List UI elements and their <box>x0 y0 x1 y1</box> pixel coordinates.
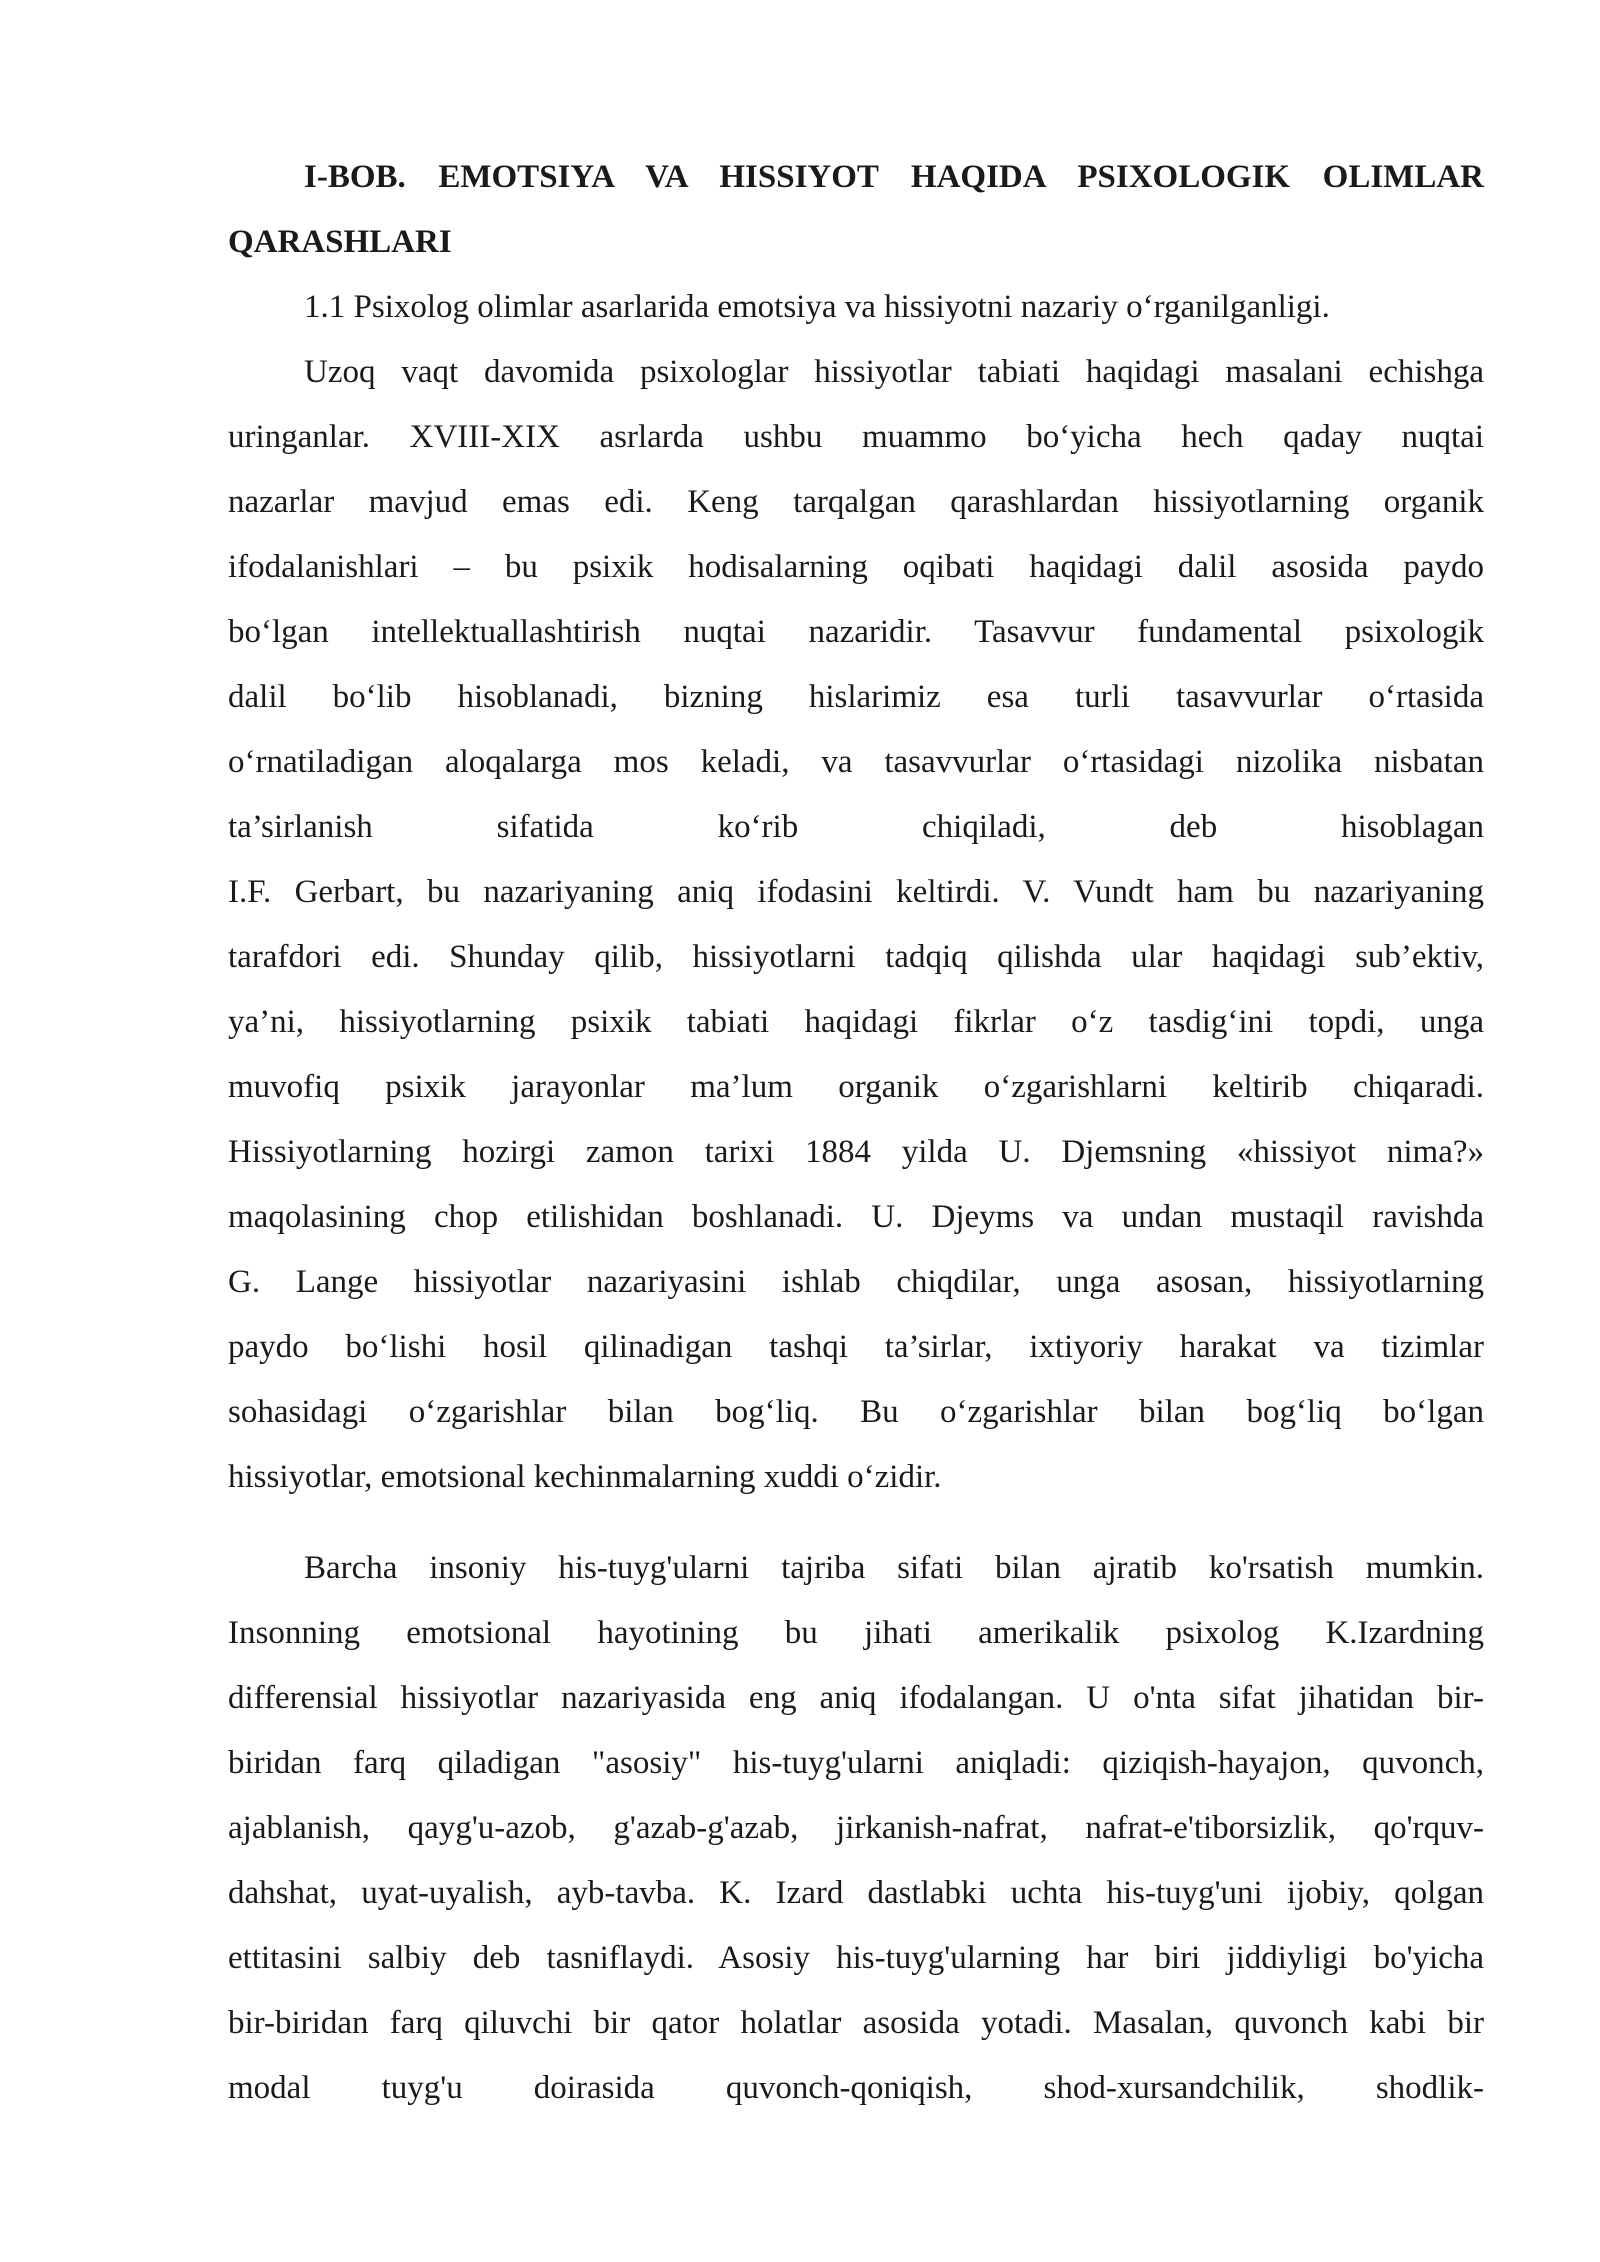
paragraph-line: ajablanish, qayg'u-azob, g'azab-g'azab, jirkanish-nafrat, nafrat-e'tiborsizlik, qo'rquv- <box>228 1810 1484 1846</box>
paragraph-line: dalil bo‘lib hisoblanadi, bizning hislarimiz esa turli tasavvurlar o‘rtasida <box>228 679 1484 715</box>
paragraph-spacing <box>228 1510 1484 1536</box>
chapter-heading-line-1: I-BOB. EMOTSIYA VA HISSIYOT HAQIDA PSIXOLOGIK OLIMLAR <box>304 159 1484 195</box>
paragraph-line: tarafdori edi. Shunday qilib, hissiyotlarni tadqiq qilishda ular haqidagi sub’ektiv, <box>228 939 1484 975</box>
paragraph-line: modal tuyg'u doirasida quvonch-qoniqish, shod-xursandchilik, shodlik- <box>228 2070 1484 2106</box>
paragraph-line: muvofiq psixik jarayonlar ma’lum organik o‘zgarishlarni keltirib chiqaradi. <box>228 1069 1484 1105</box>
paragraph-line: Barcha insoniy his-tuyg'ularni tajriba sifati bilan ajratib ko'rsatish mumkin. <box>304 1550 1484 1586</box>
paragraph-line: hissiyotlar, emotsional kechinmalarning xuddi o‘zidir. <box>228 1459 942 1495</box>
paragraph-line: Uzoq vaqt davomida psixologlar hissiyotlar tabiati haqidagi masalani echishga <box>304 354 1484 390</box>
paragraph-line: Hissiyotlarning hozirgi zamon tarixi 1884 yilda U. Djemsning «hissiyot nima?» <box>228 1134 1484 1170</box>
paragraph-line: I.F. Gerbart, bu nazariyaning aniq ifodasini keltirdi. V. Vundt ham bu nazariyaning <box>228 874 1484 910</box>
paragraph-line: maqolasining chop etilishidan boshlanadi. U. Djeyms va undan mustaqil ravishda <box>228 1199 1484 1235</box>
paragraph-line: biridan farq qiladigan "asosiy" his-tuyg'ularni aniqladi: qiziqish-hayajon, quvonch, <box>228 1745 1484 1781</box>
paragraph-line: ifodalanishlari – bu psixik hodisalarning oqibati haqidagi dalil asosida paydo <box>228 549 1484 585</box>
paragraph-2 <box>228 1536 1484 2121</box>
paragraph-line: sohasidagi o‘zgarishlar bilan bog‘liq. Bu o‘zgarishlar bilan bog‘liq bo‘lgan <box>228 1394 1484 1430</box>
paragraph-line: nazarlar mavjud emas edi. Keng tarqalgan qarashlardan hissiyotlarning organik <box>228 484 1484 520</box>
document-page <box>228 145 1484 2121</box>
paragraph-line: ettitasini salbiy deb tasniflaydi. Asosiy his-tuyg'ularning har biri jiddiyligi bo'yicha <box>228 1940 1484 1976</box>
paragraph-line: bir-biridan farq qiluvchi bir qator holatlar asosida yotadi. Masalan, quvonch kabi bir <box>228 2005 1484 2041</box>
paragraph-1 <box>228 340 1484 1510</box>
paragraph-line: G. Lange hissiyotlar nazariyasini ishlab chiqdilar, unga asosan, hissiyotlarning <box>228 1264 1484 1300</box>
chapter-heading-line-2: QARASHLARI <box>228 224 452 260</box>
paragraph-line: o‘rnatiladigan aloqalarga mos keladi, va tasavvurlar o‘rtasidagi nizolika nisbatan <box>228 744 1484 780</box>
paragraph-line: paydo bo‘lishi hosil qilinadigan tashqi ta’sirlar, ixtiyoriy harakat va tizimlar <box>228 1329 1484 1365</box>
paragraph-line: dahshat, uyat-uyalish, ayb-tavba. K. Izard dastlabki uchta his-tuyg'uni ijobiy, qolgan <box>228 1875 1484 1911</box>
paragraph-line: uringanlar. XVIII-XIX asrlarda ushbu muammo bo‘yicha hech qaday nuqtai <box>228 419 1484 455</box>
paragraph-line: ya’ni, hissiyotlarning psixik tabiati haqidagi fikrlar o‘z tasdig‘ini topdi, unga <box>228 1004 1484 1040</box>
paragraph-line: bo‘lgan intellektuallashtirish nuqtai nazaridir. Tasavvur fundamental psixologik <box>228 614 1484 650</box>
section-subheading: 1.1 Psixolog olimlar asarlarida emotsiya va hissiyotni nazariy o‘rganilganligi. <box>304 289 1330 325</box>
paragraph-line: differensial hissiyotlar nazariyasida eng aniq ifodalangan. U o'nta sifat jihatidan bir- <box>228 1680 1484 1716</box>
paragraph-line: Insonning emotsional hayotining bu jihati amerikalik psixolog K.Izardning <box>228 1615 1484 1651</box>
paragraph-line: ta’sirlanish sifatida ko‘rib chiqiladi, deb hisoblagan <box>228 809 1484 845</box>
